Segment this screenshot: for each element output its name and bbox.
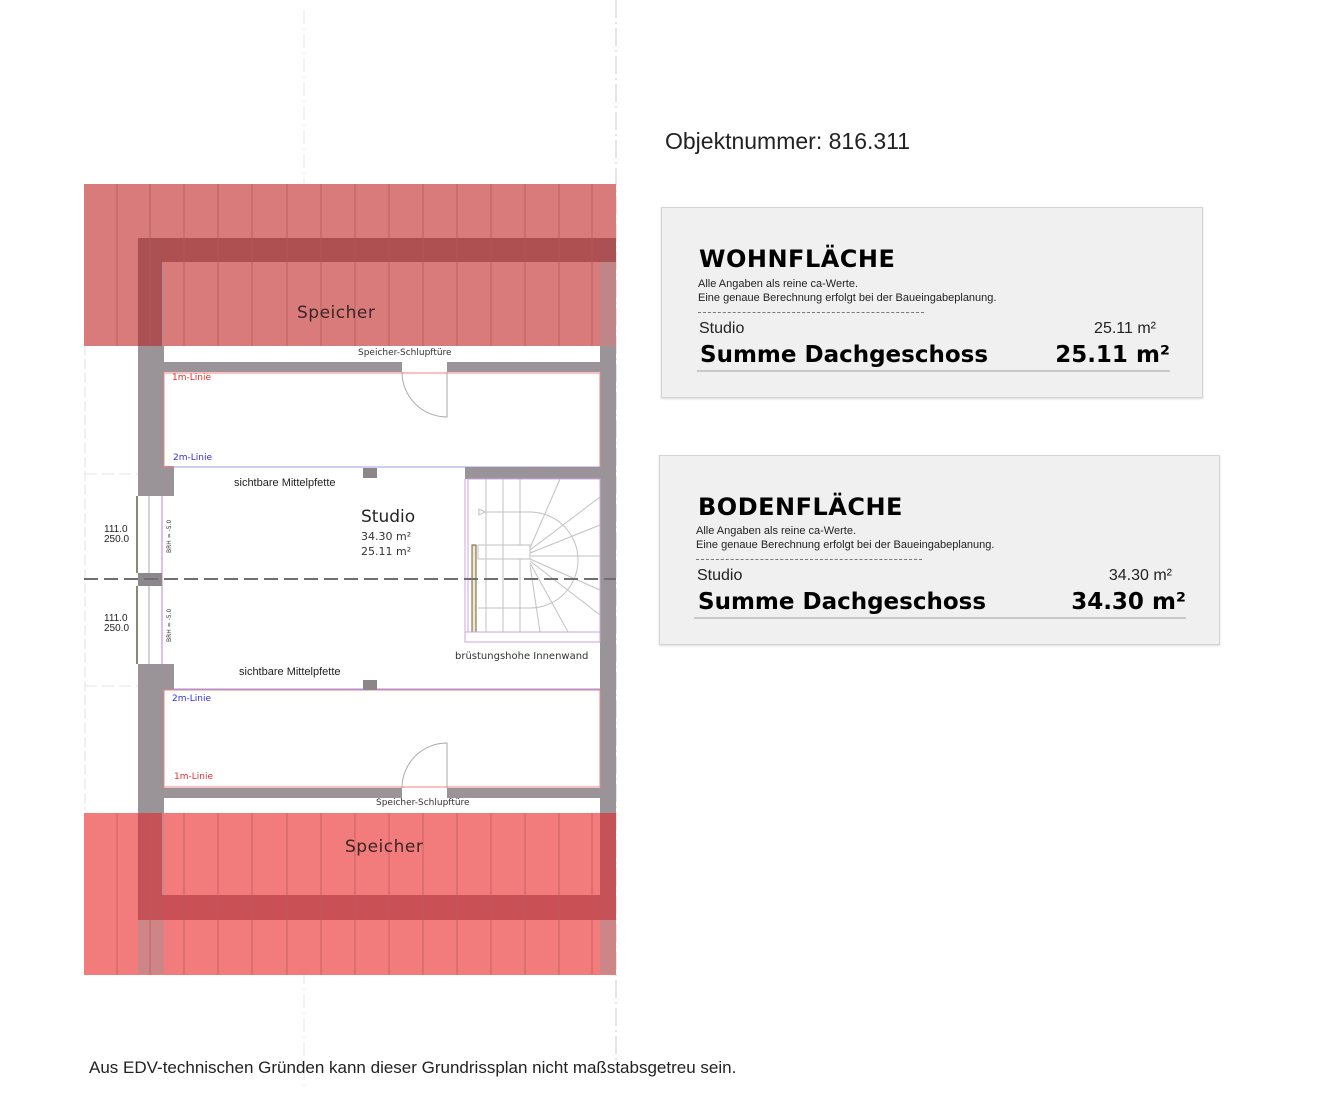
floor-plan-drawing: [0, 0, 640, 1100]
living-area-sum-value: 25.11 m²: [1055, 342, 1170, 368]
living-area-note-2: Eine genaue Berechnung erfolgt bei der Baueingabeplanung.: [698, 292, 997, 304]
floor-area-note-2: Eine genaue Berechnung erfolgt bei der Baueingabeplanung.: [696, 539, 995, 551]
separator: [698, 312, 924, 313]
floor-area-row-label: Studio: [697, 567, 743, 584]
floor-area-title: BODENFLÄCHE: [698, 493, 903, 521]
purlin-label-bottom: sichtbare Mittelpfette: [239, 666, 341, 678]
floor-area-card: [659, 455, 1220, 645]
living-area-row-label: Studio: [699, 320, 745, 337]
studio-living-area: 25.11 m²: [361, 545, 412, 558]
room-label-studio: Studio: [361, 507, 416, 527]
living-area-note-1: Alle Angaben als reine ca-Werte.: [698, 278, 858, 290]
window-1-brh: BRH = -5.0: [166, 519, 173, 553]
line-2m-label-bottom: 2m-Linie: [172, 694, 211, 704]
line-1m-label-top: 1m-Linie: [172, 373, 211, 383]
window-2-height: 250.0: [104, 623, 130, 634]
floor-area-sum-value: 34.30 m²: [1071, 589, 1186, 615]
floor-area-row-value: 34.30 m²: [1108, 567, 1172, 584]
living-area-sum-label: Summe Dachgeschoss: [700, 342, 989, 368]
parapet-wall-label: brüstungshohe Innenwand: [455, 651, 589, 662]
studio-floor-area: 34.30 m²: [361, 530, 412, 543]
floor-plan: [0, 0, 640, 1100]
hatch-door-label-bottom: Speicher-Schlupftüre: [376, 798, 470, 808]
sum-underline: [694, 617, 1186, 619]
room-label-attic-bottom: Speicher: [345, 837, 424, 857]
window-1-height: 250.0: [104, 534, 130, 545]
floor-area-sum-label: Summe Dachgeschoss: [698, 589, 987, 615]
separator: [696, 559, 922, 560]
hatch-door-label-top: Speicher-Schlupftüre: [358, 348, 452, 358]
disclaimer-text: Aus EDV-technischen Gründen kann dieser Grundrissplan nicht maßstabsgetreu sein.: [89, 1058, 737, 1077]
floor-area-note-1: Alle Angaben als reine ca-Werte.: [696, 525, 856, 537]
living-area-row-value: 25.11 m²: [1094, 320, 1156, 337]
room-label-attic-top: Speicher: [297, 303, 376, 323]
purlin-label-top: sichtbare Mittelpfette: [234, 477, 336, 489]
living-area-title: WOHNFLÄCHE: [699, 245, 896, 273]
line-2m-label-top: 2m-Linie: [173, 453, 212, 463]
line-1m-label-bottom: 1m-Linie: [174, 772, 213, 782]
sum-underline: [697, 370, 1170, 372]
object-number: Objektnummer: 816.311: [665, 128, 911, 154]
window-2-brh: BRH = -5.0: [166, 608, 173, 642]
window-1-width: 111.0: [104, 524, 128, 535]
living-area-card: [661, 207, 1203, 398]
window-2-width: 111.0: [104, 613, 128, 624]
